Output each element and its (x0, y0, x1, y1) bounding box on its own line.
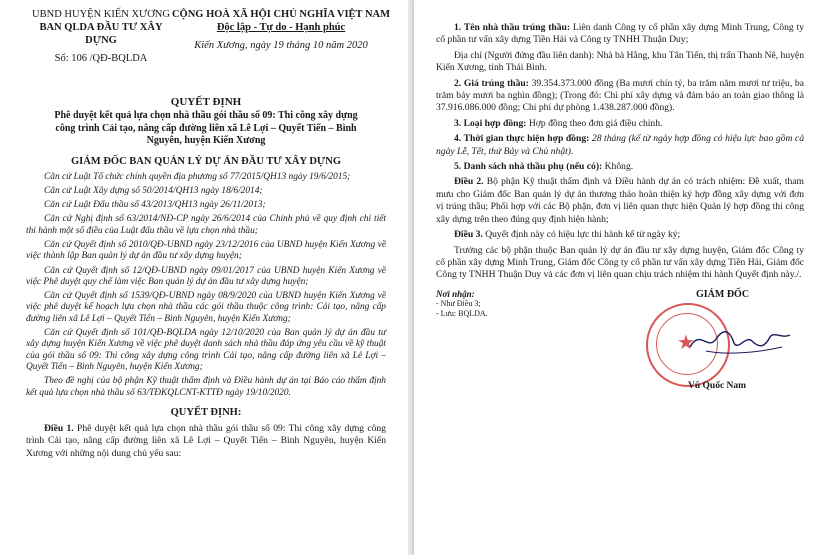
stamp-star-icon: ★ (677, 331, 695, 354)
article-3-responsibility: Trưởng các bộ phận thuộc Ban quản lý dự án đầu tư xây dựng huyện, Giám đốc Công ty cổ phần xây dựng Minh Trung, Giám đốc Công ty cổ phần tư vấn xây dựng Tiền Hải, Giám đốc Công ty TNHH Thuận Duy và các đơn vị liên quan chịu trách nhiệm thi hành Quyết định này./. (436, 244, 804, 281)
legal-basis: Theo đề nghị của bộ phận Kỹ thuật thẩm định và Điều hành dự án tại Báo cáo thẩm định kết quả lựa chọn nhà thầu số 63/TĐKQLCNT-KTTĐ ngày 19/10/2020. (26, 376, 386, 398)
recipients-block (436, 289, 488, 319)
legal-basis: Căn cứ Quyết định số 101/QĐ-BQLDA ngày 12/10/2020 của Ban quản lý dự án đầu tư xây dựng huyện Kiến Xương về việc phê duyệt danh sách nhà thầu đáp ứng yêu cầu về kỹ thuật của gói thầu số 09: Thi công xây dựng công trình Cải tạo, nâng cấp đường liên xã Lê Lợi – Quyết Tiến – Bình Nguyên, huyện Kiến Xương; (26, 328, 386, 372)
item-contract-type-text: Hợp đồng theo đơn giá điều chỉnh. (528, 117, 663, 129)
handwritten-signature (686, 321, 796, 361)
signer-name: Vũ Quốc Nam (688, 380, 747, 391)
decision-heading: QUYẾT ĐỊNH: (170, 406, 242, 418)
document-number: Số: 106 /QĐ-BQLDA (54, 53, 148, 64)
issuer-org: UBND HUYỆN KIẾN XƯƠNG (32, 9, 170, 20)
article-1-text: Phê duyệt kết quả lựa chọn nhà thầu gói thầu số 09: Thi công xây dựng công trình Cải tạo, nâng cấp đường liên xã Lê Lợi – Quyết Tiến – Bình Nguyên, huyện Kiến Xương với những nội dung chủ yếu sau: (26, 422, 387, 460)
article-3-label: Điều 3. (454, 229, 483, 241)
item-price-label: 2. Giá trúng thầu: (454, 77, 529, 89)
article-1 (26, 423, 386, 461)
national-motto: Độc lập - Tự do - Hạnh phúc (216, 22, 346, 33)
item-contract-type-label: 3. Loại hợp đồng: (454, 117, 527, 129)
legal-basis: Căn cứ Quyết định số 1539/QĐ-UBND ngày 08/9/2020 của UBND huyện Kiến Xương về việc phê duyệt kế hoạch lựa chọn nhà thầu các gói thầu thuộc công trình: Cải tạo, nâng cấp đường liên xã Lê Lợi – Quyết Tiến – Bình Nguyên, huyện Kiến Xương; (26, 291, 386, 324)
recipient-item: - Lưu: BQLDA. (436, 308, 488, 318)
document-header (26, 0, 391, 96)
article-2 (436, 176, 804, 226)
item-subcontractors-label: 5. Danh sách nhà thầu phụ (nếu có): (454, 161, 603, 173)
signature-area (436, 285, 804, 455)
article-1-label: Điều 1. (44, 422, 74, 434)
issuer-unit: BAN QLDA ĐẦU TƯ XÂY DỰNG (39, 22, 163, 46)
national-block (166, 8, 396, 52)
document-title: QUYẾT ĐỊNH (170, 96, 242, 108)
issuer-block (26, 8, 176, 65)
item-subcontractors (436, 161, 804, 173)
item-duration-text: 28 tháng (kể từ ngày hợp đồng có hiệu lực bao gồm cả ngày Lễ, Tết, thứ Bảy và Chủ nhật). (436, 133, 804, 157)
item-contract-type (436, 118, 804, 130)
national-title: CỘNG HOÀ XÃ HỘI CHỦ NGHĨA VIỆT NAM (171, 9, 391, 20)
legal-basis: Căn cứ Luật Tổ chức chính quyền địa phương số 77/2015/QH13 ngày 19/6/2015; (44, 171, 351, 182)
item-duration (436, 133, 804, 158)
article-3-text: Quyết định này có hiệu lực thi hành kể từ ngày ký; (485, 229, 681, 241)
article-3 (436, 229, 804, 241)
item-subcontractors-text: Không. (604, 161, 634, 173)
item-contractor-text: Liên danh Công ty cổ phần xây dựng Minh Trung, Công ty cổ phần tư vấn xây dựng Tiền Hải và Công ty TNHH Thuận Duy; (436, 22, 804, 46)
item-price (436, 78, 804, 115)
legal-basis: Căn cứ Luật Đấu thầu số 43/2013/QH13 ngày 26/11/2013; (44, 200, 266, 211)
item-duration-label: 4. Thời gian thực hiện hợp đồng: (454, 133, 590, 145)
legal-basis: Căn cứ Luật Xây dựng số 50/2014/QH13 ngày 18/6/2014; (44, 185, 263, 196)
page-left (0, 0, 408, 555)
legal-basis: Căn cứ Quyết định số 12/QĐ-UBND ngày 09/01/2017 của UBND huyện Kiến Xương về việc Phê duyệt quy chế làm việc Ban quản lý dự án đầu tư xây dựng huyện; (26, 265, 386, 287)
item-contractor-address: Địa chỉ (Người đứng đầu liên danh): Nhà bà Hằng, khu Tân Tiến, thị trấn Thanh Nê, huyện Kiến Xương, tỉnh Thái Bình. (436, 49, 804, 74)
article-2-text: Bộ phận Kỹ thuật thẩm định và Điều hành dự án có trách nhiệm: Đề xuất, tham mưu cho Giám đốc Ban quản lý dự án thương thảo hoàn thiện ký hợp đồng xây dựng với đơn vị trúng thầu; Phối hợp với các Bộ phận, đơn vị liên quan thực hiện Quản lý hợp đồng thi công xây dựng trên theo đúng quy định hiện hành; (436, 176, 804, 225)
document-subject: Phê duyệt kết quả lựa chọn nhà thầu gói thầu số 09: Thi công xây dựng công trình Cải tạo, nâng cấp đường liên xã Lê Lợi – Quyết Tiến – Bình Nguyên, huyện Kiến Xương (54, 110, 358, 146)
item-contractor (436, 22, 804, 47)
item-contractor-label: 1. Tên nhà thầu trúng thầu: (454, 22, 571, 33)
legal-basis: Căn cứ Quyết định số 2010/QĐ-UBND ngày 23/12/2016 của UBND huyện Kiến Xương về việc thành lập Ban quản lý dự án đầu tư xây dựng huyện; (26, 239, 386, 262)
legal-basis: Căn cứ Nghị định số 63/2014/NĐ-CP ngày 26/6/2014 của Chính phủ về quy định chi tiết thi hành một số điều của Luật đấu thầu về lựa chọn nhà thầu; (26, 214, 386, 236)
page-right (414, 0, 820, 555)
item-price-text: 39.354.373.000 đồng (Ba mươi chín tỷ, ba trăm năm mươi tư triệu, ba trăm bảy mươi ba nghìn đồng); (Trong đó: Chi phí xây dựng và đảm bảo an toàn giao thông là 37.916.086.000 đồng; Chi phí dự phòng 1.438.287.000 đồng). (436, 77, 804, 114)
issuing-authority: GIÁM ĐỐC BAN QUẢN LÝ DỰ ÁN ĐẦU TƯ XÂY DỰNG (70, 155, 342, 167)
recipient-item: - Như Điều 3; (436, 298, 481, 308)
recipients-label: Nơi nhận: (436, 288, 475, 299)
signer-title: GIÁM ĐỐC (696, 288, 750, 300)
issue-date: Kiến Xương, ngày 19 tháng 10 năm 2020 (194, 40, 368, 51)
article-2-label: Điều 2. (454, 176, 484, 188)
